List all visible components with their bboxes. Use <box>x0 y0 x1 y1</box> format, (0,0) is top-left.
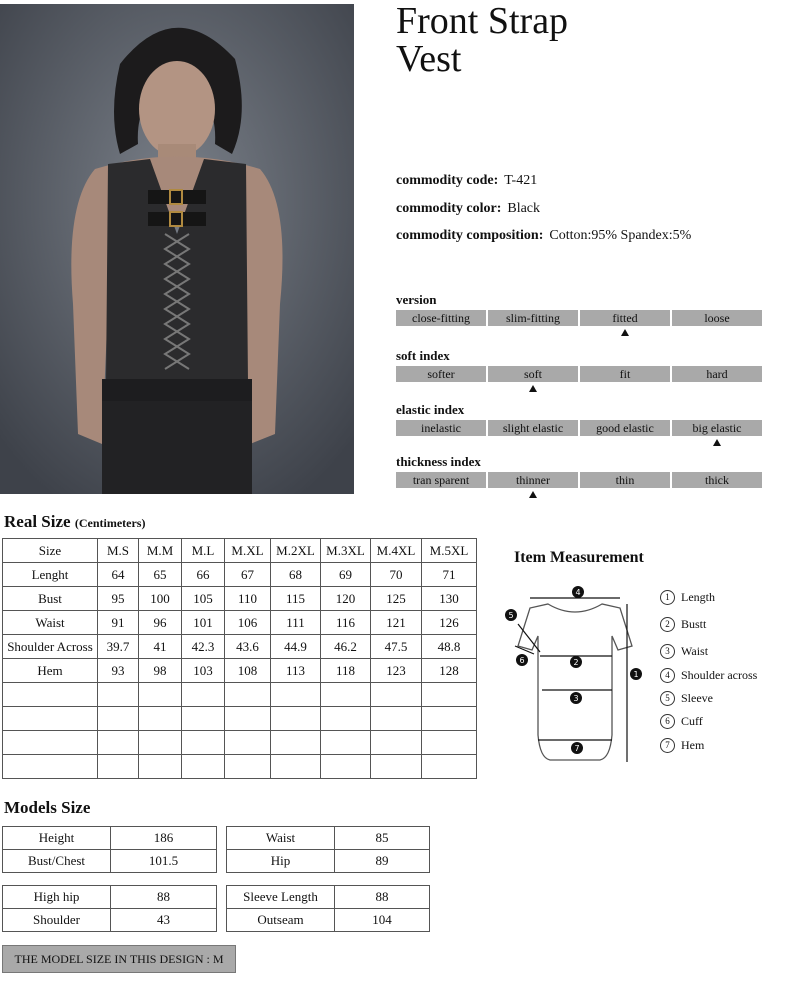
table-cell <box>3 707 98 731</box>
item-measurement-title: Item Measurement <box>514 549 644 566</box>
table-cell <box>98 683 139 707</box>
commodity-code-row <box>396 173 537 189</box>
thickness-index-option: thin <box>580 472 670 488</box>
elastic-index-label: elastic index <box>396 402 465 417</box>
table-cell <box>139 731 182 755</box>
table-cell <box>139 707 182 731</box>
models-table-3: High hip 88 Shoulder 43 <box>2 885 217 932</box>
table-cell <box>139 683 182 707</box>
elastic-index-option-selected: big elastic <box>672 420 762 436</box>
table-cell: 111 <box>271 611 321 635</box>
table-cell <box>422 755 477 779</box>
table-cell: 126 <box>422 611 477 635</box>
table-cell: 65 <box>139 563 182 587</box>
table-row <box>3 731 477 755</box>
measurement-diagram <box>500 580 650 770</box>
version-option: loose <box>672 310 762 326</box>
legend-item-sleeve: 5 Sleeve <box>660 691 713 706</box>
product-photo <box>0 4 354 494</box>
thickness-index-option-selected: thinner <box>488 472 578 488</box>
table-cell: 120 <box>321 587 371 611</box>
table-cell <box>98 731 139 755</box>
models-table-1: Height 186 Bust/Chest 101.5 <box>2 826 217 873</box>
table-cell <box>321 731 371 755</box>
commodity-color-row <box>396 201 540 217</box>
table-cell <box>371 707 422 731</box>
product-title <box>396 2 786 78</box>
table-cell <box>371 731 422 755</box>
table-cell <box>271 731 321 755</box>
table-cell <box>422 707 477 731</box>
commodity-color-label: commodity color: <box>396 201 502 216</box>
legend-item-bust: 2 Bustt <box>660 617 706 632</box>
table-cell <box>271 707 321 731</box>
table-cell <box>3 755 98 779</box>
table-cell: 100 <box>139 587 182 611</box>
table-cell: 116 <box>321 611 371 635</box>
table-cell <box>271 755 321 779</box>
table-cell: 118 <box>321 659 371 683</box>
version-label: version <box>396 292 437 307</box>
table-cell <box>225 755 271 779</box>
soft-index-scale <box>396 366 766 382</box>
table-cell: 91 <box>98 611 139 635</box>
selected-marker-icon <box>529 385 537 392</box>
real-size-title: Real Size (Centimeters) <box>4 512 146 531</box>
soft-index-label: soft index <box>396 348 450 363</box>
model-size-note: THE MODEL SIZE IN THIS DESIGN : M <box>2 945 236 973</box>
table-cell: 103 <box>182 659 225 683</box>
table-cell <box>182 683 225 707</box>
svg-text:5: 5 <box>508 611 514 620</box>
table-header-row <box>3 539 477 563</box>
table-cell: 48.8 <box>422 635 477 659</box>
table-cell <box>321 755 371 779</box>
table-row <box>3 683 477 707</box>
table-cell: 42.3 <box>182 635 225 659</box>
table-cell: 68 <box>271 563 321 587</box>
models-size-title: Models Size <box>4 798 91 817</box>
table-cell: Hem <box>3 659 98 683</box>
table-cell <box>321 683 371 707</box>
table-cell: Shoulder Across <box>3 635 98 659</box>
table-row <box>3 563 477 587</box>
table-cell: M.S <box>98 539 139 563</box>
table-cell: 46.2 <box>321 635 371 659</box>
table-cell: 110 <box>225 587 271 611</box>
thickness-index-scale <box>396 472 766 488</box>
svg-text:1: 1 <box>633 670 639 679</box>
elastic-index-option: slight elastic <box>488 420 578 436</box>
table-cell <box>98 755 139 779</box>
legend-item-shoulder: 4 Shoulder across <box>660 668 757 683</box>
version-option-selected: fitted <box>580 310 670 326</box>
thickness-index-option: thick <box>672 472 762 488</box>
svg-text:2: 2 <box>573 658 579 667</box>
table-cell: 106 <box>225 611 271 635</box>
table-cell: 113 <box>271 659 321 683</box>
soft-index-option: hard <box>672 366 762 382</box>
table-cell: 123 <box>371 659 422 683</box>
elastic-index-scale <box>396 420 766 436</box>
table-cell: 95 <box>98 587 139 611</box>
table-cell <box>225 707 271 731</box>
table-cell: 41 <box>139 635 182 659</box>
table-cell: 64 <box>98 563 139 587</box>
table-row <box>3 755 477 779</box>
table-cell: 66 <box>182 563 225 587</box>
commodity-composition-label: commodity composition: <box>396 228 544 243</box>
commodity-color-value: Black <box>507 201 541 216</box>
models-table-4: Sleeve Length 88 Outseam 104 <box>226 885 430 932</box>
soft-index-option: softer <box>396 366 486 382</box>
table-row <box>3 635 477 659</box>
table-cell: M.XL <box>225 539 271 563</box>
thickness-index-option: tran sparent <box>396 472 486 488</box>
table-cell <box>271 683 321 707</box>
table-row <box>3 587 477 611</box>
table-cell: 98 <box>139 659 182 683</box>
table-cell <box>422 683 477 707</box>
svg-text:6: 6 <box>519 656 525 665</box>
legend-item-cuff: 6 Cuff <box>660 714 703 729</box>
table-cell: Waist <box>3 611 98 635</box>
table-cell <box>3 731 98 755</box>
legend-item-waist: 3 Waist <box>660 644 708 659</box>
table-cell: 69 <box>321 563 371 587</box>
commodity-code-label: commodity code: <box>396 173 499 188</box>
svg-text:3: 3 <box>573 694 579 703</box>
thickness-index-label: thickness index <box>396 454 481 469</box>
elastic-index-option: inelastic <box>396 420 486 436</box>
table-row <box>3 707 477 731</box>
elastic-index-option: good elastic <box>580 420 670 436</box>
version-option: slim-fitting <box>488 310 578 326</box>
version-option: close-fitting <box>396 310 486 326</box>
svg-text:7: 7 <box>574 744 580 753</box>
table-cell: 43.6 <box>225 635 271 659</box>
table-row <box>3 659 477 683</box>
table-cell: 115 <box>271 587 321 611</box>
table-cell <box>225 731 271 755</box>
table-cell <box>3 683 98 707</box>
table-cell: 39.7 <box>98 635 139 659</box>
table-cell: 105 <box>182 587 225 611</box>
table-row <box>3 611 477 635</box>
commodity-composition-value: Cotton:95% Spandex:5% <box>549 228 692 243</box>
table-cell: 96 <box>139 611 182 635</box>
table-cell: 125 <box>371 587 422 611</box>
legend-item-hem: 7 Hem <box>660 738 704 753</box>
table-cell: 108 <box>225 659 271 683</box>
table-cell <box>182 755 225 779</box>
real-size-unit: (Centimeters) <box>74 516 146 530</box>
table-cell: 121 <box>371 611 422 635</box>
soft-index-option-selected: soft <box>488 366 578 382</box>
table-cell <box>422 731 477 755</box>
table-cell <box>321 707 371 731</box>
selected-marker-icon <box>529 491 537 498</box>
soft-index-option: fit <box>580 366 670 382</box>
commodity-code-value: T-421 <box>504 173 538 188</box>
version-scale <box>396 310 766 326</box>
table-cell <box>371 755 422 779</box>
models-table-2: Waist 85 Hip 89 <box>226 826 430 873</box>
table-cell: M.M <box>139 539 182 563</box>
table-cell: Bust <box>3 587 98 611</box>
commodity-composition-row <box>396 228 691 244</box>
table-cell: 44.9 <box>271 635 321 659</box>
selected-marker-icon <box>621 329 629 336</box>
table-cell <box>139 755 182 779</box>
table-cell <box>98 707 139 731</box>
table-cell: 93 <box>98 659 139 683</box>
table-cell: 71 <box>422 563 477 587</box>
legend-item-length: 1 Length <box>660 590 715 605</box>
svg-text:4: 4 <box>575 588 581 597</box>
table-cell: Size <box>3 539 98 563</box>
table-cell: 130 <box>422 587 477 611</box>
table-cell <box>182 707 225 731</box>
table-cell: M.5XL <box>422 539 477 563</box>
table-cell: M.L <box>182 539 225 563</box>
table-cell: Lenght <box>3 563 98 587</box>
table-cell: 67 <box>225 563 271 587</box>
table-cell: 128 <box>422 659 477 683</box>
real-size-table <box>2 538 477 779</box>
model-illustration <box>0 4 354 494</box>
selected-marker-icon <box>713 439 721 446</box>
table-cell <box>182 731 225 755</box>
product-title-line1: Front Strap <box>396 0 569 42</box>
product-title-line2: Vest <box>396 38 462 80</box>
table-cell: M.3XL <box>321 539 371 563</box>
table-cell: M.2XL <box>271 539 321 563</box>
table-cell <box>371 683 422 707</box>
table-cell: M.4XL <box>371 539 422 563</box>
table-cell: 70 <box>371 563 422 587</box>
table-cell: 47.5 <box>371 635 422 659</box>
table-cell: 101 <box>182 611 225 635</box>
table-cell <box>225 683 271 707</box>
